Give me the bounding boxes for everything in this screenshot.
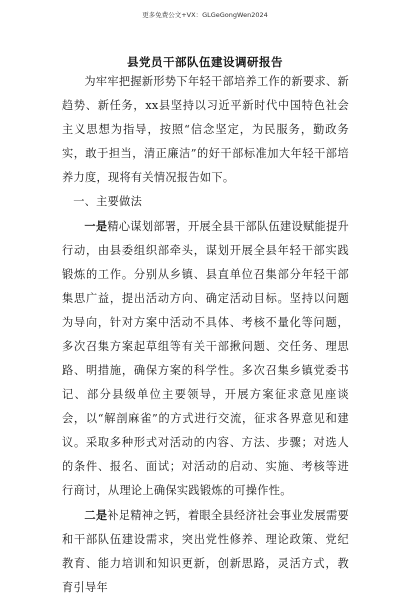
document-title: 县党员干部队伍建设调研报告 bbox=[127, 55, 283, 69]
header-note: 更多免费公文+VX：GLGeGongWen2024 bbox=[142, 11, 268, 19]
paragraph-lead: 二是 bbox=[84, 508, 108, 522]
paragraph-first bbox=[62, 214, 349, 503]
paragraph-text: 补足精神之钙，着眼全县经济社会事业发展需要和干部队伍建设需求，突出党性修养、理论政策、党纪教育、能力培训和知识更新，创新思路，灵活方式，教育引导年 bbox=[62, 509, 349, 594]
paragraph-second bbox=[62, 503, 349, 600]
paragraph-lead: 一是 bbox=[84, 219, 108, 233]
section-heading bbox=[62, 190, 349, 214]
section-heading-text: 一、主要做法 bbox=[73, 195, 143, 208]
paragraph-text: 精心谋划部署，开展全县干部队伍建设赋能提升行动，由县委组织部牵头，谋划开展全县年轻干部实践锻炼的工作。分别从乡镇、县直单位召集部分年轻干部集思广益，提出活动方向、确定活动目标。坚持以问题为导向，针对方案中活动不具体、考核不量化等问题，多次召集方案起草组等有关干部揪问题、交任务、理思路、明措施，确保方案的科学性。多次召集乡镇党委书记、部分县级单位主要领导，开展方案征求意见座谈会，以“解剖麻雀”的方式进行交流，征求各界意见和建议。采取多种形式对活动的内容、方法、步骤；对选人的条件、报名、面试；对活动的启动、实施、考核等进行商讨，从理论上确保实践锻炼的可操作性。 bbox=[62, 220, 349, 497]
paragraph-text: 为牢牢把握新形势下年轻干部培养工作的新要求、新趋势、新任务，xx县坚持以习近平新时代中国特色社会主义思想为指导，按照“信念坚定，为民服务，勤政务实，敢于担当，清正廉洁”的好干部标准加大年轻干部培养力度，现将有关情况报告如下。 bbox=[62, 75, 349, 184]
paragraph-intro bbox=[62, 70, 349, 190]
document-body bbox=[62, 70, 349, 600]
